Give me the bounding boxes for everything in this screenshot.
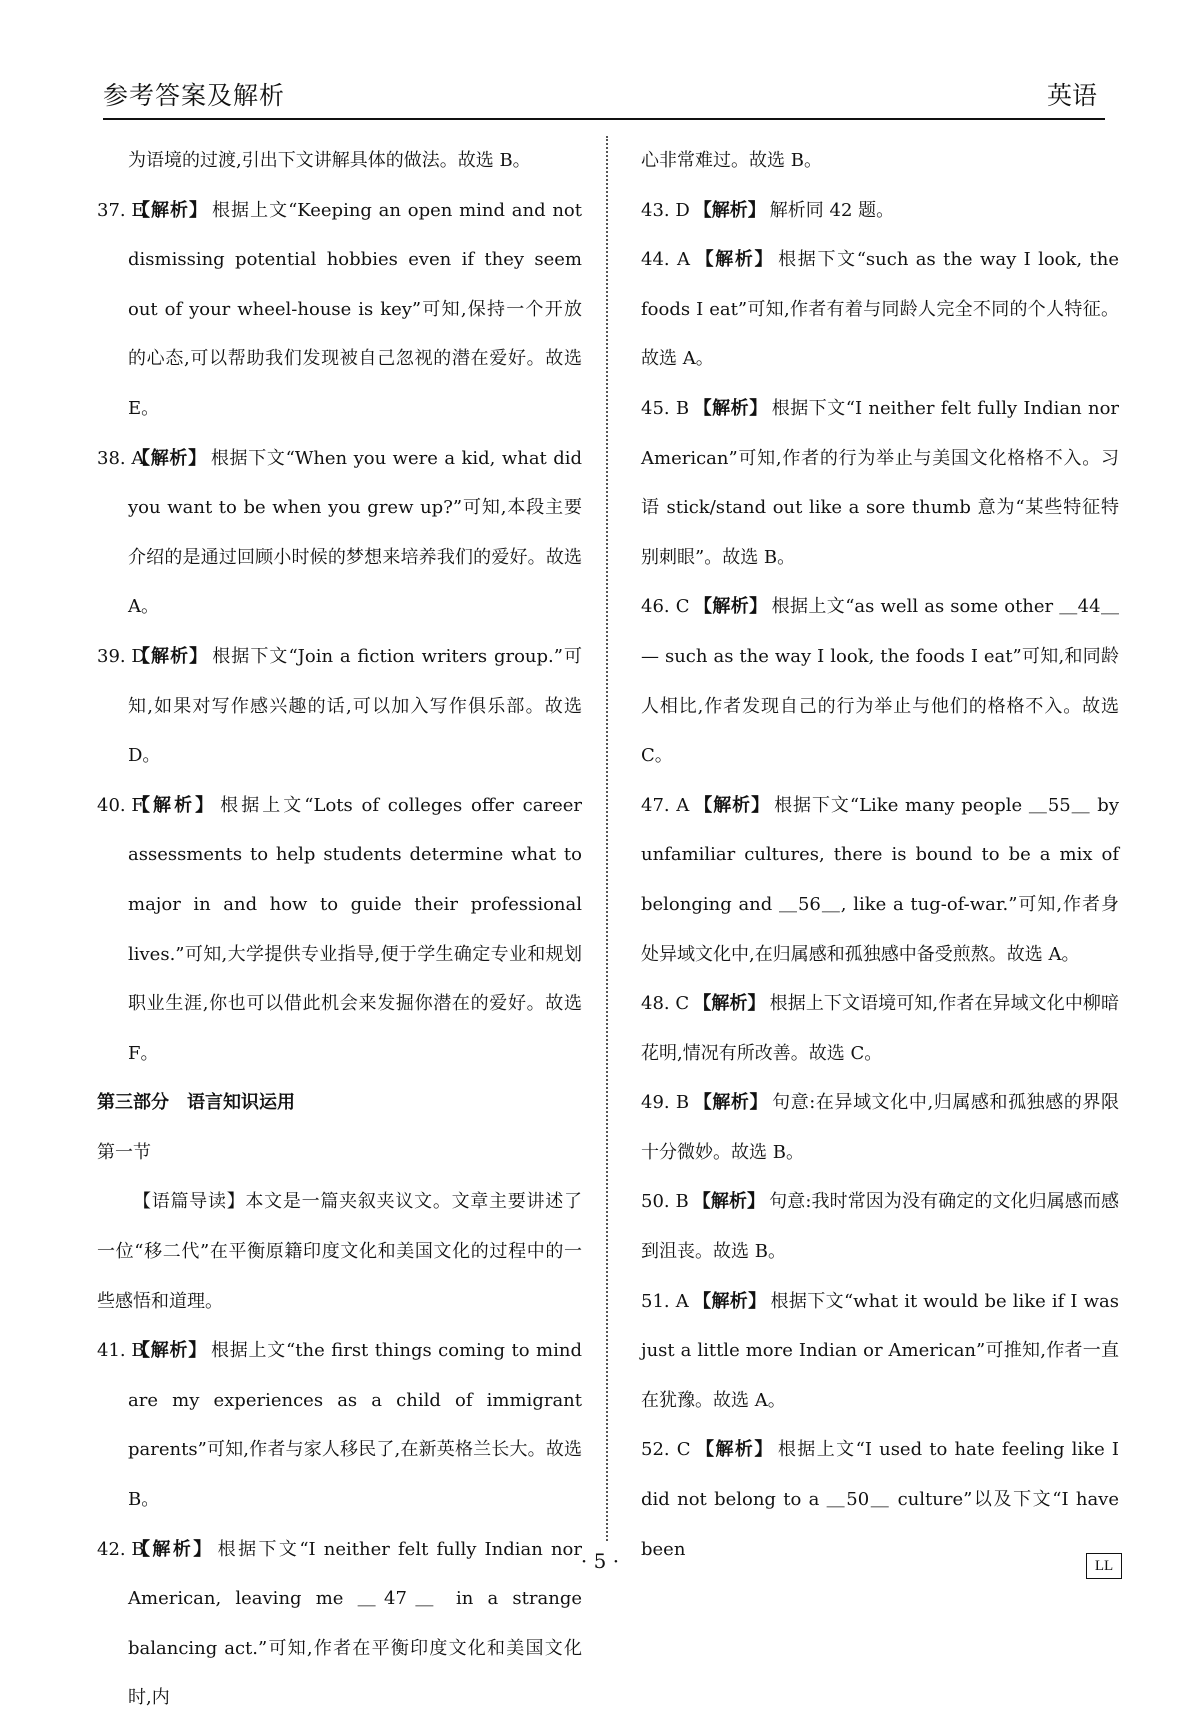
answer-number: 41. B — [97, 1340, 145, 1362]
answer-number: 43. D — [641, 199, 690, 221]
answer-item — [97, 434, 582, 632]
answer-number: 38. A — [97, 447, 145, 469]
analysis-tag: 【解析】 — [132, 1340, 208, 1362]
column-divider — [606, 136, 608, 1541]
answer-item — [641, 186, 1119, 236]
page-number: · 5 · — [580, 1549, 620, 1573]
analysis-text: 解析同 42 题。 — [769, 199, 895, 221]
analysis-tag: 【解析】 — [132, 1538, 214, 1560]
analysis-text: 根据下文“I neither felt fully Indian nor American”可知,作者的行为举止与美国文化格格不入。习语 stick/stand out like a sore thumb 意为“某些特征特别刺眼”。故选 B。 — [641, 397, 1120, 568]
analysis-text: 根据上文“as well as some other ＿44＿ — such as the way I look, the foods I eat”可知,和同龄人相比,作者发现自己的行为举止与他们的格格不入。故选 C。 — [641, 596, 1119, 767]
answer-item — [641, 1177, 1119, 1276]
answer-item — [641, 1277, 1119, 1426]
answer-item — [641, 781, 1119, 979]
answer-item — [97, 781, 582, 1079]
analysis-text: 根据上下文语境可知,作者在异域文化中柳暗花明,情况有所改善。故选 C。 — [641, 993, 1120, 1064]
page-header — [103, 68, 1105, 120]
answer-item — [97, 1326, 582, 1524]
section-heading: 第三部分 语言知识运用 — [97, 1092, 295, 1114]
analysis-text: 根据下文“what it would be like if I was just a little more Indian or American”可推知,作者一直在犹豫。故选 A。 — [641, 1290, 1119, 1411]
answer-number: 50. B — [641, 1191, 689, 1213]
passage-guide: 【语篇导读】本文是一篇夹叙夹议文。文章主要讲述了一位“移二代”在平衡原籍印度文化和美国文化的过程中的一些感悟和道理。 — [97, 1191, 582, 1312]
answer-item — [641, 235, 1119, 384]
analysis-text: 句意:我时常因为没有确定的文化归属感而感到沮丧。故选 B。 — [641, 1191, 1120, 1263]
header-title: 参考答案及解析 — [103, 81, 286, 110]
analysis-tag: 【解析】 — [692, 1290, 767, 1312]
analysis-text: 根据下文“such as the way I look, the foods I eat”可知,作者有着与同龄人完全不同的个人特征。故选 A。 — [641, 249, 1119, 370]
continued-text: 心非常难过。故选 B。 — [641, 150, 822, 171]
answer-number: 42. B — [97, 1538, 145, 1560]
analysis-tag: 【解析】 — [132, 794, 217, 816]
analysis-tag: 【解析】 — [693, 794, 771, 816]
answer-number: 48. C — [641, 993, 690, 1015]
analysis-text: 根据上文“the first things coming to mind are my experiences as a child of immigrant parents”可知,作者与家人移民了,在新英格兰长大。故选 B。 — [128, 1340, 582, 1511]
analysis-text: 根据上文“Keeping an open mind and not dismissing potential hobbies even if they seem out of your wheel-house is key”可知,保持一个开放的心态,可以帮助我们发现被自己忽视的潜在爱好。故选 E。 — [128, 199, 582, 419]
answer-item — [641, 1078, 1119, 1177]
analysis-text: 根据上文“Lots of colleges offer career assessments to help students determine what to major in and how to guide their professional lives.”可知,大学提供专业指导,便于学生确定专业和规划职业生涯,你也可以借此机会来发掘你潜在的爱好。故选 F。 — [128, 794, 583, 1064]
analysis-text: 句意:在异域文化中,归属感和孤独感的界限十分微妙。故选 B。 — [641, 1092, 1120, 1163]
answer-number: 51. A — [641, 1290, 689, 1312]
analysis-text: 根据上文“I used to hate feeling like I did not belong to a ＿50＿ culture”以及下文“I have been — [641, 1439, 1120, 1560]
answer-item — [641, 384, 1119, 582]
answer-number: 40. F — [97, 794, 144, 816]
analysis-tag: 【解析】 — [693, 249, 775, 271]
analysis-text: 根据下文“When you were a kid, what did you want to be when you grew up?”可知,本段主要介绍的是通过回顾小时候的梦想来培养我们的爱好。故选 A。 — [128, 447, 583, 618]
left-column — [97, 136, 582, 1723]
answer-number: 47. A — [641, 794, 690, 816]
answer-item — [97, 186, 582, 434]
answer-number: 44. A — [641, 249, 690, 271]
continued-text: 为语境的过渡,引出下文讲解具体的做法。故选 B。 — [128, 150, 531, 171]
analysis-tag: 【解析】 — [693, 1092, 769, 1114]
answer-number: 49. B — [641, 1092, 690, 1114]
analysis-tag: 【解析】 — [132, 645, 209, 667]
analysis-text: 根据下文“Join a fiction writers group.”可知,如果对写作感兴趣的话,可以加入写作俱乐部。故选 D。 — [128, 645, 583, 767]
analysis-tag: 【解析】 — [693, 397, 768, 419]
analysis-text: 根据下文“I neither felt fully Indian nor American, leaving me ＿47＿ in a strange balancing act.”可知,作者在平衡印度文化和美国文化时,内 — [128, 1538, 583, 1709]
analysis-tag: 【解析】 — [693, 199, 766, 221]
answer-item — [97, 632, 582, 781]
analysis-tag: 【解析】 — [693, 993, 766, 1015]
answer-number: 39. D — [97, 645, 146, 667]
analysis-text: 根据下文“Like many people ＿55＿ by unfamiliar cultures, there is bound to be a mix of belonging and ＿56＿, like a tug-of-war.”可知,作者身处异域文化中,在归属感和孤独感中备受煎熬。故选 A。 — [641, 794, 1120, 965]
right-column — [641, 136, 1119, 1574]
answer-number: 52. C — [641, 1439, 691, 1461]
analysis-tag: 【解析】 — [692, 1191, 766, 1213]
analysis-tag: 【解析】 — [132, 447, 207, 469]
subsection-heading: 第一节 — [97, 1141, 151, 1163]
answer-item — [641, 979, 1119, 1078]
header-subject: 英语 — [1046, 81, 1097, 110]
page-code-box: LL — [1086, 1553, 1122, 1579]
analysis-tag: 【解析】 — [694, 1439, 774, 1461]
answer-number: 46. C — [641, 596, 690, 618]
analysis-tag: 【解析】 — [693, 596, 768, 618]
analysis-tag: 【解析】 — [132, 199, 209, 221]
answer-number: 37. E — [97, 199, 145, 221]
answer-item — [641, 582, 1119, 780]
answer-number: 45. B — [641, 397, 690, 419]
